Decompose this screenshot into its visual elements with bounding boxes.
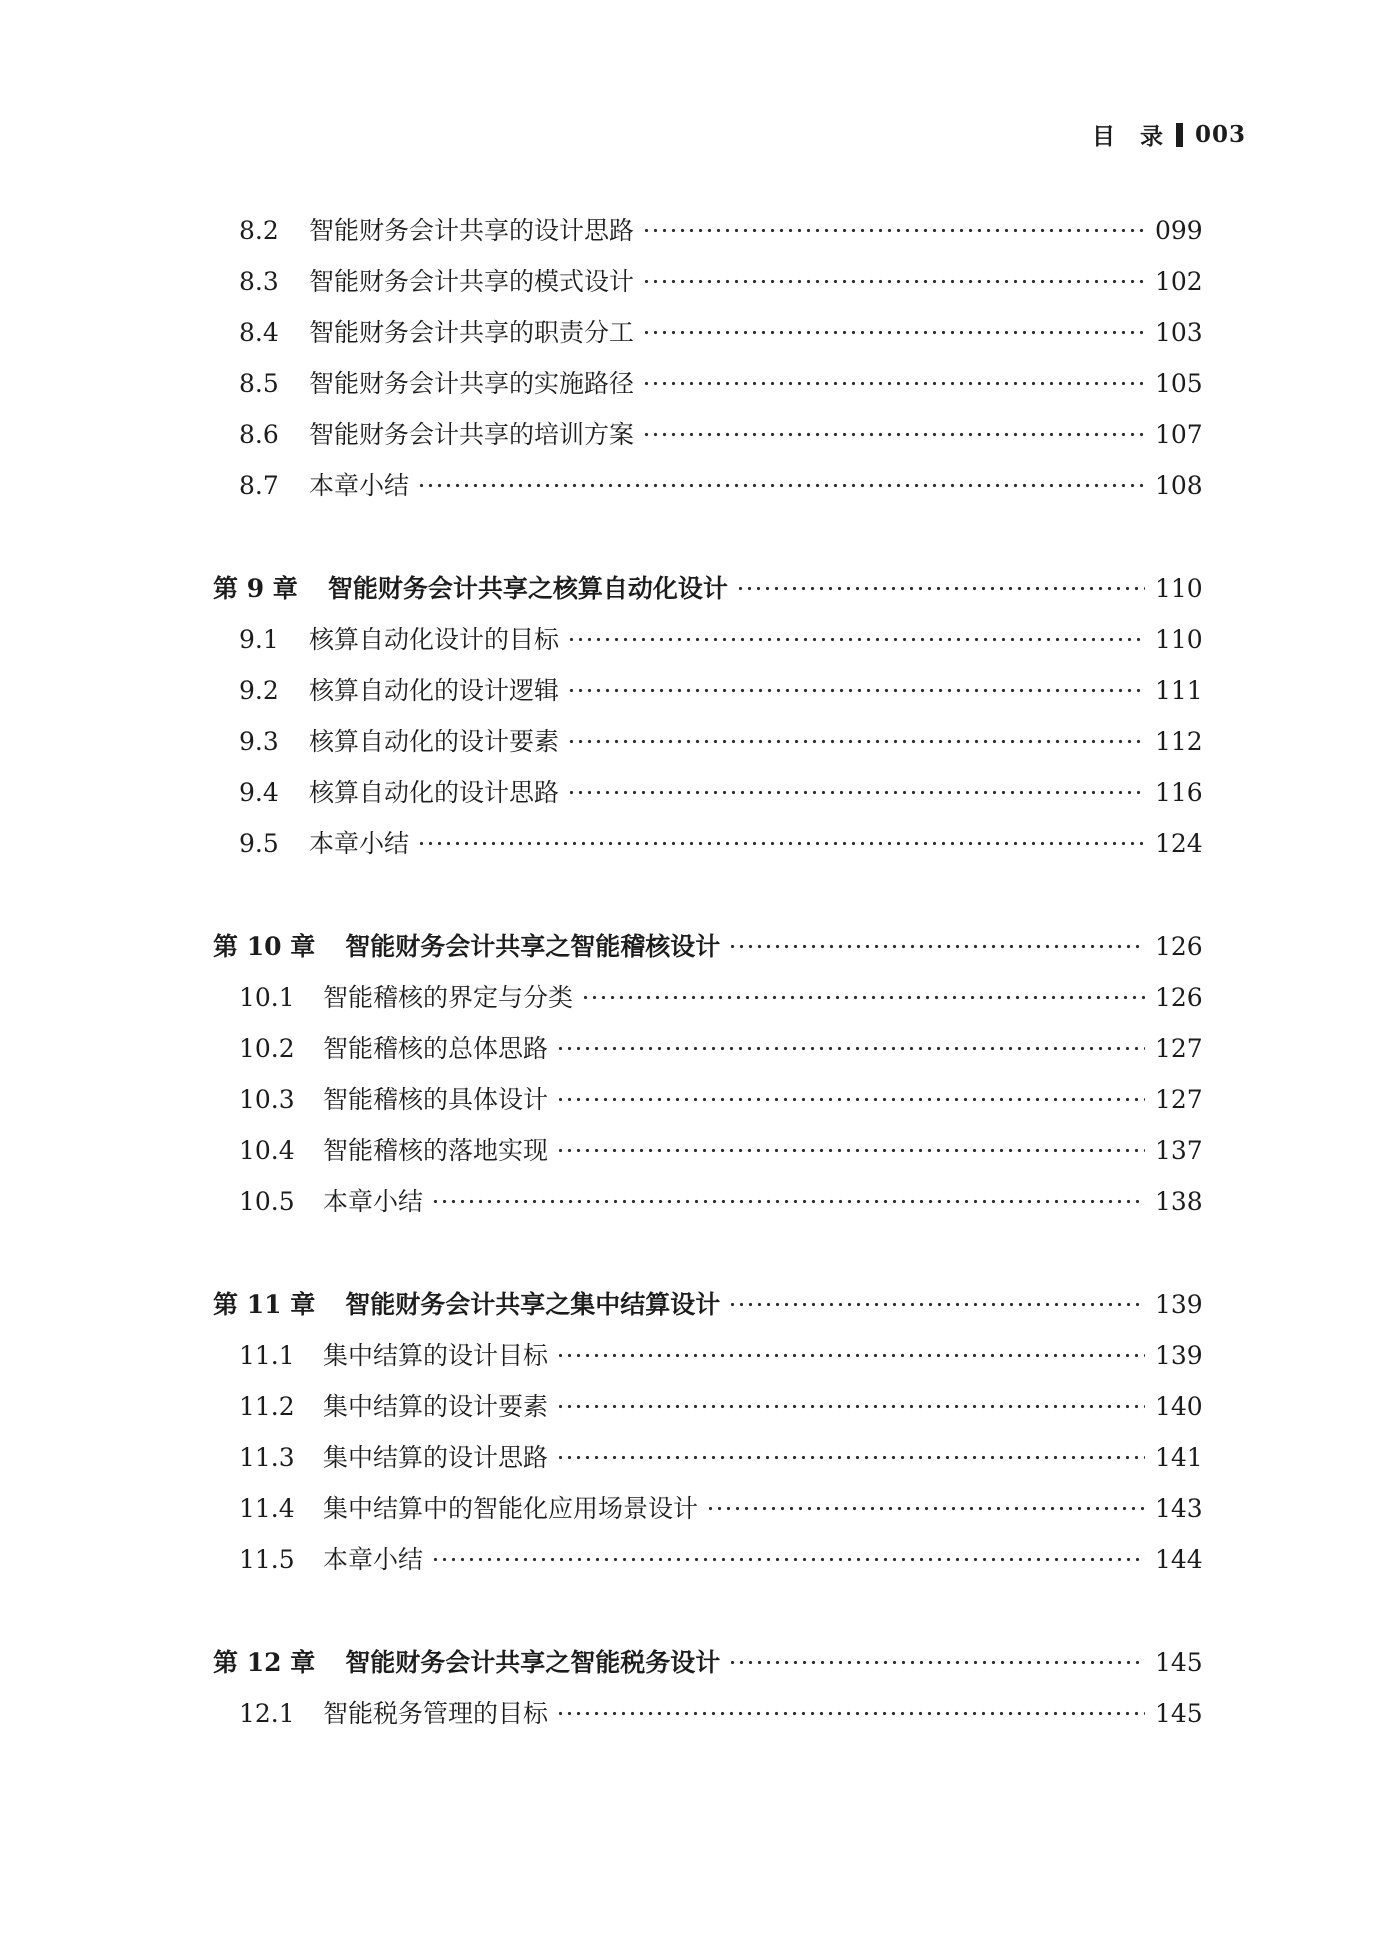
toc-chapter-entry[interactable]	[213, 921, 1201, 972]
dot-leader	[556, 1688, 1145, 1739]
toc-section-entry[interactable]	[213, 1432, 1201, 1483]
entry-number: 10.4	[239, 1136, 295, 1165]
entry-number: 8.4	[239, 318, 279, 347]
entry-title: 本章小结	[309, 829, 410, 858]
entry-page-number: 145	[1155, 1699, 1203, 1728]
entry-title: 本章小结	[323, 1187, 424, 1216]
dot-leader	[556, 1330, 1145, 1381]
toc-section-entry[interactable]	[213, 665, 1201, 716]
toc-chapter-entry[interactable]	[213, 1279, 1201, 1330]
entry-number: 8.7	[239, 471, 279, 500]
toc-section-entry[interactable]	[213, 307, 1201, 358]
entry-page-number: 144	[1155, 1545, 1203, 1574]
toc-chapter-entry[interactable]	[213, 1637, 1201, 1688]
entry-page-number: 140	[1155, 1392, 1203, 1421]
entry-page-number: 124	[1155, 829, 1203, 858]
entry-number: 8.3	[239, 267, 279, 296]
entry-page-number: 099	[1155, 216, 1203, 245]
entry-number: 第 9 章	[213, 574, 298, 603]
entry-page-number: 139	[1155, 1290, 1203, 1319]
entry-title: 智能稽核的总体思路	[323, 1034, 549, 1063]
entry-page-number: 107	[1155, 420, 1203, 449]
entry-title: 智能财务会计共享之核算自动化设计	[327, 574, 728, 603]
toc-section-entry[interactable]	[213, 409, 1201, 460]
toc-section-entry[interactable]	[213, 716, 1201, 767]
toc-chapter-entry[interactable]	[213, 563, 1201, 614]
dot-leader	[642, 256, 1145, 307]
entry-page-number: 145	[1155, 1648, 1203, 1677]
toc-section-entry[interactable]	[213, 205, 1201, 256]
dot-leader	[706, 1483, 1145, 1534]
entry-number: 8.2	[239, 216, 279, 245]
header-title: 目 录	[1091, 123, 1164, 150]
toc-section-entry[interactable]	[213, 1176, 1201, 1227]
entry-number: 11.5	[239, 1545, 295, 1574]
dot-leader	[642, 205, 1145, 256]
entry-number: 11.4	[239, 1494, 295, 1523]
dot-leader	[642, 409, 1145, 460]
dot-leader	[736, 563, 1145, 614]
entry-title: 集中结算中的智能化应用场景设计	[323, 1494, 699, 1523]
toc-section-entry[interactable]	[213, 460, 1201, 511]
toc-section-entry[interactable]	[213, 614, 1201, 665]
entry-title: 智能财务会计共享的实施路径	[309, 369, 635, 398]
entry-number: 9.1	[239, 625, 279, 654]
entry-title: 智能财务会计共享之集中结算设计	[345, 1290, 721, 1319]
dot-leader	[642, 358, 1145, 409]
entry-title: 智能财务会计共享的模式设计	[309, 267, 635, 296]
toc-section-entry[interactable]	[213, 1534, 1201, 1585]
entry-page-number: 105	[1155, 369, 1203, 398]
entry-title: 智能财务会计共享的培训方案	[309, 420, 635, 449]
toc-section-entry[interactable]	[213, 358, 1201, 409]
dot-leader	[567, 665, 1145, 716]
entry-number: 9.5	[239, 829, 279, 858]
entry-number: 10.5	[239, 1187, 295, 1216]
entry-number: 8.6	[239, 420, 279, 449]
entry-title: 核算自动化的设计逻辑	[309, 676, 560, 705]
dot-leader	[728, 921, 1145, 972]
entry-number: 10.1	[239, 983, 295, 1012]
dot-leader	[417, 460, 1145, 511]
dot-leader	[567, 614, 1145, 665]
entry-title: 智能稽核的落地实现	[323, 1136, 549, 1165]
entry-page-number: 141	[1155, 1443, 1203, 1472]
entry-number: 12.1	[239, 1699, 295, 1728]
entry-title: 集中结算的设计目标	[323, 1341, 549, 1370]
dot-leader	[556, 1381, 1145, 1432]
entry-number: 10.3	[239, 1085, 295, 1114]
entry-title: 本章小结	[323, 1545, 424, 1574]
toc-section-entry[interactable]	[213, 818, 1201, 869]
entry-page-number: 143	[1155, 1494, 1203, 1523]
entry-page-number: 110	[1155, 625, 1203, 654]
dot-leader	[556, 1023, 1145, 1074]
dot-leader	[581, 972, 1145, 1023]
toc-section-entry[interactable]	[213, 1330, 1201, 1381]
entry-page-number: 137	[1155, 1136, 1203, 1165]
entry-page-number: 126	[1155, 932, 1203, 961]
entry-page-number: 102	[1155, 267, 1203, 296]
entry-number: 11.3	[239, 1443, 295, 1472]
entry-page-number: 112	[1155, 727, 1203, 756]
entry-title: 本章小结	[309, 471, 410, 500]
entry-title: 集中结算的设计要素	[323, 1392, 549, 1421]
entry-number: 第 12 章	[213, 1648, 316, 1677]
entry-number: 第 10 章	[213, 932, 316, 961]
entry-title: 核算自动化的设计要素	[309, 727, 560, 756]
toc-section-entry[interactable]	[213, 767, 1201, 818]
toc-section-entry[interactable]	[213, 256, 1201, 307]
toc-section-entry[interactable]	[213, 1381, 1201, 1432]
dot-leader	[556, 1074, 1145, 1125]
entry-number: 11.1	[239, 1341, 295, 1370]
entry-page-number: 127	[1155, 1034, 1203, 1063]
entry-page-number: 126	[1155, 983, 1203, 1012]
entry-title: 智能财务会计共享的设计思路	[309, 216, 635, 245]
entry-page-number: 127	[1155, 1085, 1203, 1114]
dot-leader	[417, 818, 1145, 869]
toc-section-entry[interactable]	[213, 1688, 1201, 1739]
running-header	[1092, 118, 1246, 151]
entry-title: 智能财务会计共享之智能稽核设计	[345, 932, 721, 961]
entry-title: 智能财务会计共享的职责分工	[309, 318, 635, 347]
dot-leader	[431, 1534, 1145, 1585]
entry-page-number: 139	[1155, 1341, 1203, 1370]
header-divider	[1176, 123, 1183, 147]
entry-page-number: 110	[1155, 574, 1203, 603]
entry-number: 9.2	[239, 676, 279, 705]
dot-leader	[567, 767, 1145, 818]
entry-title: 核算自动化的设计思路	[309, 778, 560, 807]
entry-page-number: 116	[1155, 778, 1203, 807]
toc-section-entry[interactable]	[213, 1074, 1201, 1125]
dot-leader	[431, 1176, 1145, 1227]
entry-number: 11.2	[239, 1392, 295, 1421]
entry-title: 智能稽核的具体设计	[323, 1085, 549, 1114]
dot-leader	[556, 1125, 1145, 1176]
entry-number: 8.5	[239, 369, 279, 398]
entry-title: 智能财务会计共享之智能税务设计	[345, 1648, 721, 1677]
dot-leader	[642, 307, 1145, 358]
entry-title: 集中结算的设计思路	[323, 1443, 549, 1472]
header-page-number: 003	[1194, 121, 1246, 148]
toc-section-entry[interactable]	[213, 972, 1201, 1023]
entry-number: 第 11 章	[213, 1290, 316, 1319]
toc-section-entry[interactable]	[213, 1023, 1201, 1074]
dot-leader	[728, 1637, 1145, 1688]
dot-leader	[556, 1432, 1145, 1483]
entry-title: 智能稽核的界定与分类	[323, 983, 574, 1012]
entry-number: 10.2	[239, 1034, 295, 1063]
entry-page-number: 111	[1155, 676, 1203, 705]
entry-number: 9.4	[239, 778, 279, 807]
toc-section-entry[interactable]	[213, 1483, 1201, 1534]
toc-section-entry[interactable]	[213, 1125, 1201, 1176]
entry-page-number: 138	[1155, 1187, 1203, 1216]
dot-leader	[728, 1279, 1145, 1330]
entry-page-number: 108	[1155, 471, 1203, 500]
dot-leader	[567, 716, 1145, 767]
entry-page-number: 103	[1155, 318, 1203, 347]
entry-title: 核算自动化设计的目标	[309, 625, 560, 654]
table-of-contents	[213, 205, 1201, 1739]
entry-number: 9.3	[239, 727, 279, 756]
entry-title: 智能税务管理的目标	[323, 1699, 549, 1728]
